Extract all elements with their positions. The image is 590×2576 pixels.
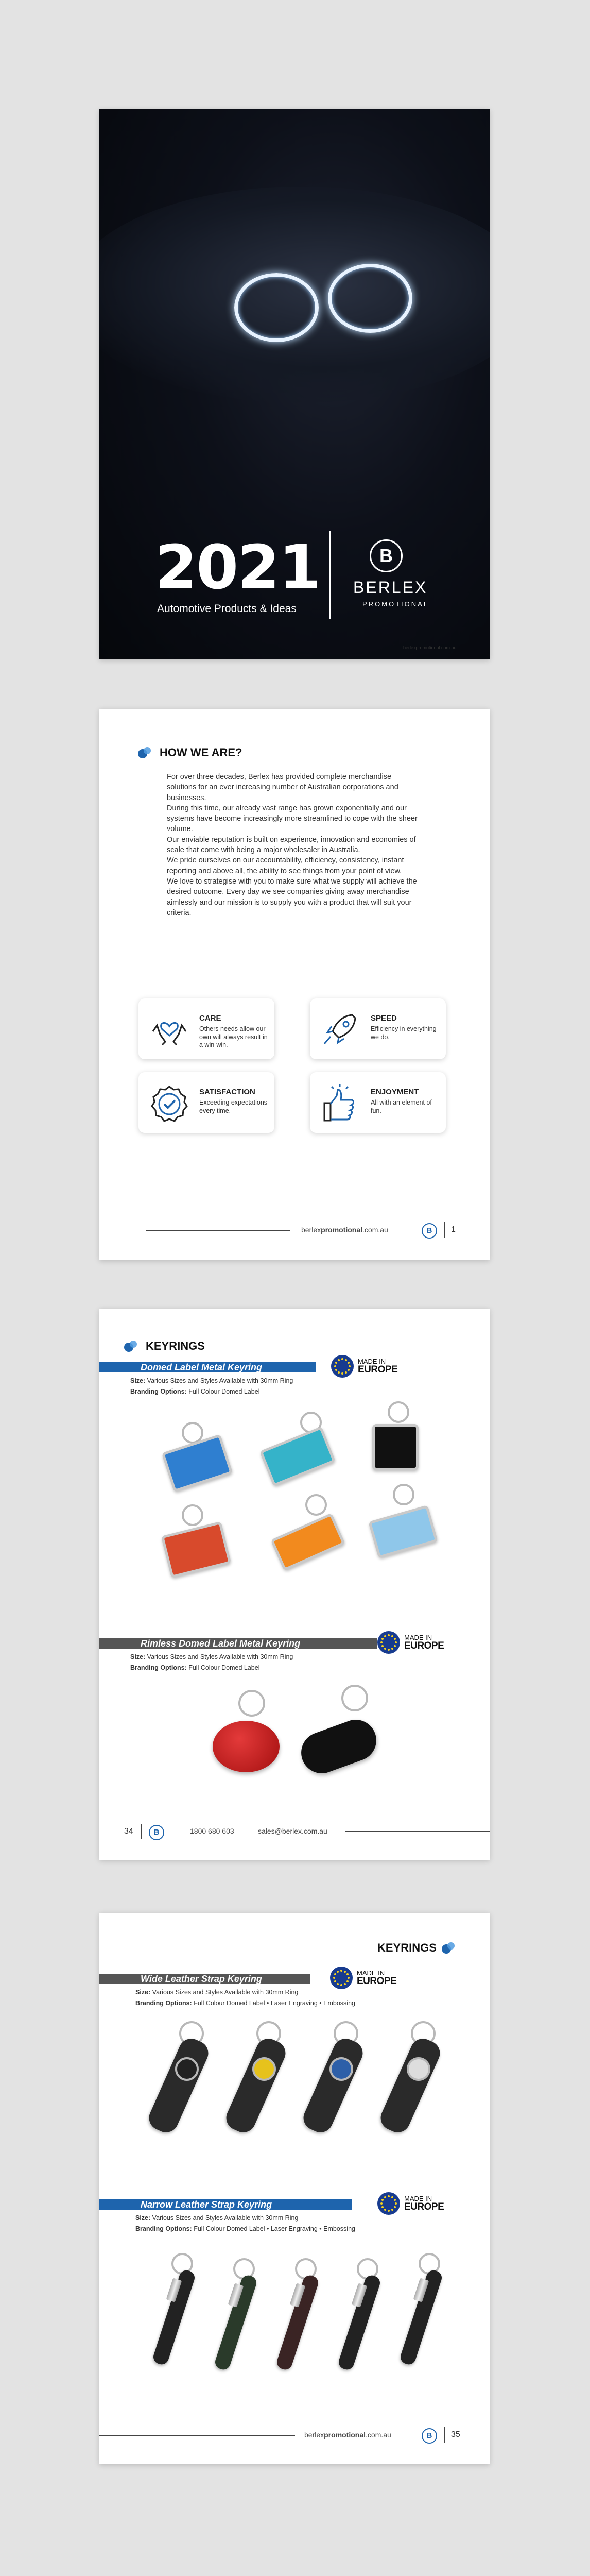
page-number: 1 <box>451 1225 456 1234</box>
about-body <box>167 772 419 918</box>
card-desc: Exceeding expectations every time. <box>199 1099 268 1114</box>
made-in-europe-badge: MADE IN EUROPE <box>331 1355 397 1378</box>
eu-flag-icon <box>377 1631 400 1654</box>
hands-heart-icon <box>150 1011 189 1047</box>
keyrings-page-35 <box>99 1913 490 2464</box>
card-title: ENJOYMENT <box>371 1088 419 1096</box>
cover-divider <box>329 531 331 619</box>
value-card-care <box>138 998 274 1059</box>
footer-phone[interactable]: 1800 680 603 <box>190 1827 234 1835</box>
headlight-ring-left <box>234 273 319 342</box>
about-paragraph: For over three decades, Berlex has provided complete merchandise solutions for an ever increasing number of Australian corporations and businesses. <box>167 773 398 802</box>
cover-brand-sub: PROMOTIONAL <box>359 599 432 609</box>
thumbs-up-icon <box>321 1084 360 1124</box>
section-heading <box>124 1340 205 1353</box>
about-paragraph: Our enviable reputation is built on experience, innovation and economies of scale that come with being a major wholesaler in Australia. <box>167 835 416 855</box>
product-title-bar: Wide Leather Strap Keyring <box>99 1974 310 1984</box>
footer-divider <box>141 1824 142 1839</box>
card-title: SPEED <box>371 1014 397 1023</box>
made-in-europe-badge: MADE IN EUROPE <box>330 1967 396 1989</box>
cover-page <box>99 109 490 659</box>
footer-rule <box>146 1230 290 1231</box>
footer-divider <box>444 1222 445 1238</box>
section-heading <box>377 1941 458 1955</box>
made-in-europe-badge: MADE IN EUROPE <box>377 2192 444 2215</box>
berlex-logo-icon: B <box>422 2428 437 2444</box>
card-desc: Others needs allow our own will always result in a win-win. <box>199 1025 268 1049</box>
page-number: 35 <box>451 2430 460 2439</box>
headlight-ring-right <box>328 264 412 333</box>
footer-rule <box>345 1831 490 1832</box>
berlex-logo-icon: B <box>370 539 403 572</box>
card-title: SATISFACTION <box>199 1088 255 1096</box>
product-title-bar: Narrow Leather Strap Keyring <box>99 2199 352 2210</box>
brand-dots-icon <box>442 1942 458 1954</box>
page-number: 34 <box>124 1827 133 1836</box>
footer-divider <box>444 2427 445 2443</box>
product-info: Size: Various Sizes and Styles Available with 30mm Ring Branding Options: Full Colour Domed Label <box>130 1377 293 1396</box>
value-card-satisfaction <box>138 1072 274 1133</box>
berlex-logo-icon: B <box>149 1825 164 1840</box>
about-title: HOW WE ARE? <box>160 746 242 759</box>
card-desc: All with an element of fun. <box>371 1099 432 1114</box>
cover-subtitle: Automotive Products & Ideas <box>157 603 297 615</box>
cover-year: 2021 <box>155 532 320 603</box>
cover-brand-name: BERLEX <box>353 578 428 597</box>
keyrings-page-34 <box>99 1309 490 1860</box>
footer-rule <box>99 2435 295 2436</box>
about-paragraph: During this time, our already vast range has grown exponentially and our systems have become increasingly more streamlined to cope with the sheer volume. <box>167 804 418 834</box>
footer-website[interactable]: berlexpromotional.com.au <box>301 1226 388 1234</box>
section-title: KEYRINGS <box>377 1941 437 1954</box>
card-desc: Efficiency in everything we do. <box>371 1025 437 1041</box>
product-info: Size: Various Sizes and Styles Available with 30mm Ring Branding Options: Full Colour Domed Label <box>130 1653 293 1672</box>
eu-flag-icon <box>330 1967 353 1989</box>
made-in-europe-badge: MADE IN EUROPE <box>377 1631 444 1654</box>
card-title: CARE <box>199 1014 221 1023</box>
footer-website[interactable]: berlexpromotional.com.au <box>304 2431 391 2439</box>
about-heading <box>138 746 242 759</box>
berlex-logo-icon: B <box>422 1223 437 1239</box>
value-card-speed <box>310 998 446 1059</box>
product-info: Size: Various Sizes and Styles Available with 30mm Ring Branding Options: Full Colour Domed Label • Laser Engraving • Embossing <box>135 2214 355 2233</box>
cover-fine-print: berlexpromotional.com.au <box>403 645 457 650</box>
value-card-enjoyment <box>310 1072 446 1133</box>
brand-dots-icon <box>124 1341 141 1352</box>
brand-dots-icon <box>138 747 154 758</box>
badge-check-icon <box>150 1084 189 1124</box>
eu-flag-icon <box>331 1355 354 1378</box>
about-paragraph: We love to strategise with you to make sure what we supply will achieve the desired outcome. Every day we see companies giving away merchandise aimlessly and our mission is to supply you with a product that will suit your criteria. <box>167 877 417 917</box>
eu-flag-icon <box>377 2192 400 2215</box>
product-info: Size: Various Sizes and Styles Available with 30mm Ring Branding Options: Full Colour Domed Label • Laser Engraving • Embossing <box>135 1989 355 2007</box>
product-title-bar: Domed Label Metal Keyring <box>99 1362 316 1372</box>
rocket-icon <box>321 1011 360 1047</box>
about-page <box>99 709 490 1260</box>
product-title-bar: Rimless Domed Label Metal Keyring <box>99 1638 377 1649</box>
footer-email[interactable]: sales@berlex.com.au <box>258 1827 327 1835</box>
about-paragraph: We pride ourselves on our accountability, efficiency, consistency, instant reporting and above all, the ability to see things from your point of view. <box>167 856 404 875</box>
section-title: KEYRINGS <box>146 1340 205 1352</box>
